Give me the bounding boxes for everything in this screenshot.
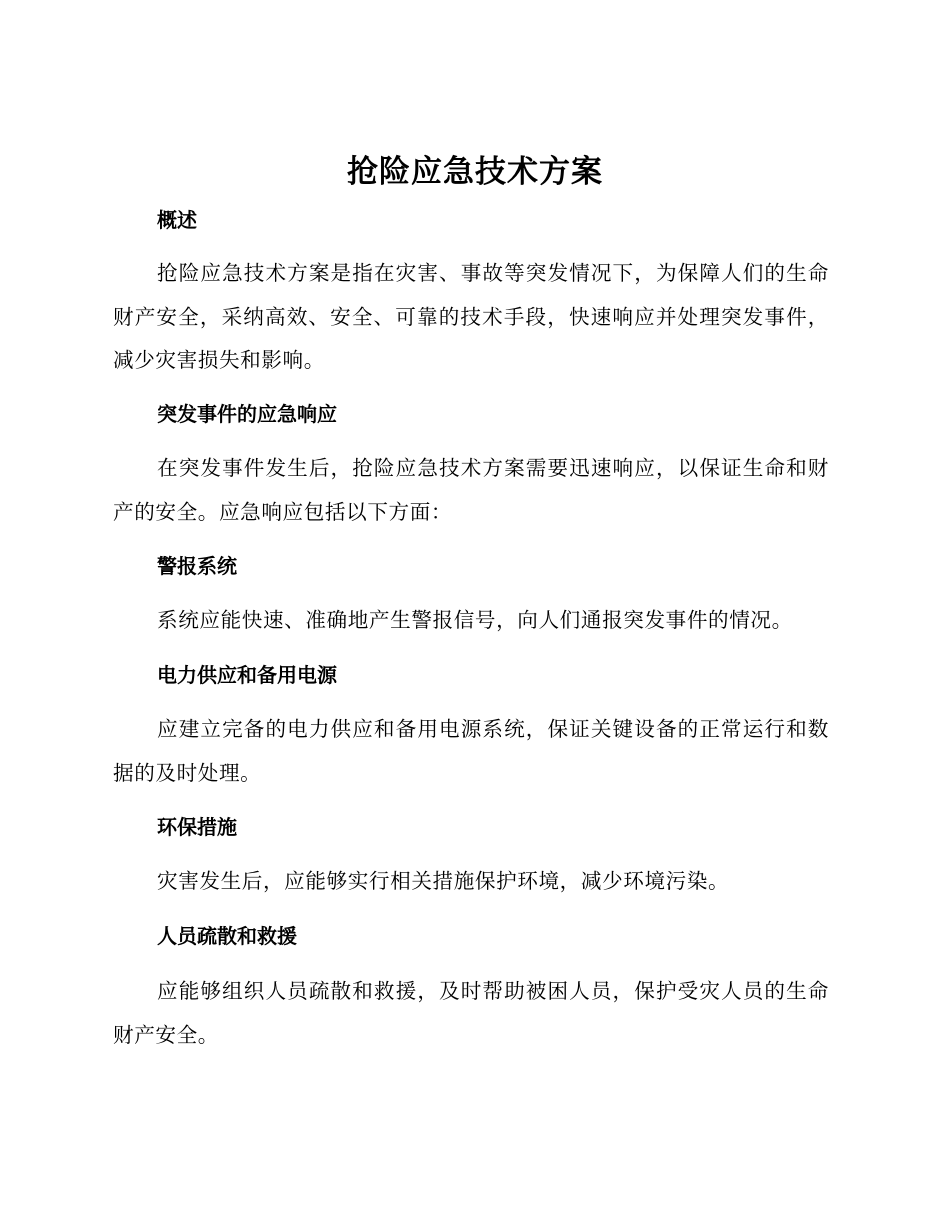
section-paragraph-power-supply: 应建立完备的电力供应和备用电源系统，保证关键设备的正常运行和数据的及时处理。 (113, 717, 829, 785)
section-heading-overview: 概述 (157, 208, 197, 232)
section-paragraph-overview: 抢险应急技术方案是指在灾害、事故等突发情况下，为保障人们的生命财产安全，采纳高效、安全、可靠的技术手段，快速响应并处理突发事件，减少灾害损失和影响。 (113, 261, 829, 372)
section-paragraph-evacuation-rescue: 应能够组织人员疏散和救援，及时帮助被困人员，保护受灾人员的生命财产安全。 (113, 979, 829, 1047)
document-title: 抢险应急技术方案 (347, 154, 603, 190)
section-heading-emergency-response: 突发事件的应急响应 (157, 402, 337, 426)
section-heading-alarm-system: 警报系统 (157, 554, 237, 578)
section-heading-power-supply: 电力供应和备用电源 (157, 663, 337, 687)
section-paragraph-alarm-system: 系统应能快速、准确地产生警报信号，向人们通报突发事件的情况。 (157, 608, 793, 632)
section-heading-environmental-measures: 环保措施 (157, 815, 237, 839)
section-paragraph-emergency-response: 在突发事件发生后，抢险应急技术方案需要迅速响应，以保证生命和财产的安全。应急响应包括以下方面： (113, 456, 829, 524)
section-paragraph-environmental-measures: 灾害发生后，应能够实行相关措施保护环境，减少环境污染。 (157, 869, 730, 893)
section-heading-evacuation-rescue: 人员疏散和救援 (157, 924, 297, 948)
